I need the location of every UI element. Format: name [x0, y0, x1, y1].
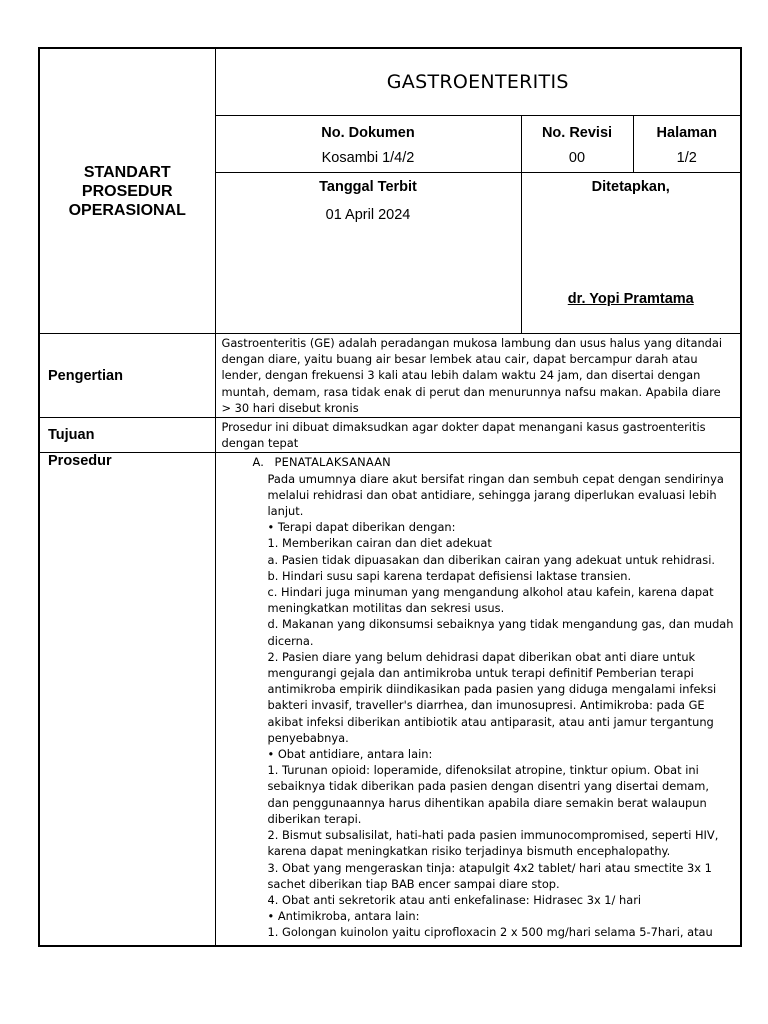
no-dokumen-value: Kosambi 1/4/2 — [321, 150, 415, 166]
prosedur-line: bakteri invasif, traveller's diarrhea, dan imunosupresi. Antimikroba: pada GE — [267, 698, 705, 713]
tujuan-text — [215, 418, 741, 453]
prosedur-line: dan penggunaannya harus dihentikan apabila diare semakin berat walaupun — [267, 795, 707, 810]
no-revisi-cell — [521, 116, 633, 173]
prosedur-line: melalui rehidrasi dan obat antidiare, sehingga jarang diperlukan evaluasi lebih — [267, 487, 717, 502]
prosedur-line: 1. Golongan kuinolon yaitu ciprofloxacin 2 x 500 mg/hari selama 5-7hari, atau — [267, 925, 713, 940]
prosedur-line: • Obat antidiare, antara lain: — [267, 747, 433, 762]
pengertian-line: muntah, demam, rasa tidak enak di perut dan menurunnya nafsu makan. Apabila diare — [221, 384, 721, 399]
pengertian-text — [215, 334, 741, 418]
prosedur-section-heading — [222, 454, 737, 470]
prosedur-line: • Antimikroba, antara lain: — [267, 909, 420, 924]
prosedur-line: 3. Obat yang mengeraskan tinja: atapulgit 4x2 tablet/ hari atau smectite 3x 1 — [267, 860, 712, 875]
prosedur-line: c. Hindari juga minuman yang mengandung alkohol atau kafein, karena dapat — [267, 585, 714, 600]
prosedur-line: a. Pasien tidak dipuasakan dan diberikan cairan yang adekuat untuk rehidrasi. — [267, 552, 715, 567]
document-title: GASTROENTERITIS — [215, 48, 741, 116]
prosedur-line: penyebabnya. — [267, 730, 349, 745]
prosedur-line: mengurangi gejala dan antimikroba untuk terapi definitif Pemberian terapi — [267, 666, 694, 681]
prosedur-line: Pada umumnya diare akut bersifat ringan dan sembuh cepat dengan sendirinya — [267, 471, 724, 486]
tanggal-terbit-cell — [215, 173, 521, 334]
pengertian-line: dengan diare, yaitu buang air besar lembek atau cair, dapat bercampur darah atau — [221, 352, 698, 367]
sop-label-line-3: OPERASIONAL — [68, 201, 186, 219]
halaman-label: Halaman — [656, 125, 717, 141]
no-dokumen-cell — [215, 116, 521, 173]
prosedur-line: 2. Bismut subsalisilat, hati-hati pada pasien immunocompromised, seperti HIV, — [267, 828, 719, 843]
prosedur-line: b. Hindari susu sapi karena terdapat defisiensi laktase transien. — [267, 568, 632, 583]
pengertian-line: lender, dengan frekuensi 3 kali atau lebih dalam waktu 24 jam, dan disertai dengan — [221, 368, 701, 383]
no-dokumen-label: No. Dokumen — [321, 125, 415, 141]
prosedur-line: 1. Turunan opioid: loperamide, difenoksilat atropine, tinktur opium. Obat ini — [267, 763, 699, 778]
no-revisi-label: No. Revisi — [541, 125, 613, 141]
prosedur-line: akibat infeksi diberikan antibiotik atau antiparasit, atau anti jamur tergantung — [267, 714, 714, 729]
ditetapkan-label: Ditetapkan, — [591, 179, 670, 195]
prosedur-line: meningkatkan motilitas dan sekresi usus. — [267, 601, 505, 616]
halaman-value: 1/2 — [676, 150, 697, 166]
pengertian-label: Pengertian — [39, 334, 215, 418]
tanggal-terbit-value: 01 April 2024 — [325, 207, 411, 223]
pengertian-line: Gastroenteritis (GE) adalah peradangan mukosa lambung dan usus halus yang ditandai — [221, 336, 723, 350]
tanggal-terbit-label: Tanggal Terbit — [319, 179, 417, 195]
prosedur-line: sachet diberikan tiap BAB encer sampai diare stop. — [267, 876, 560, 891]
sop-title-cell — [39, 48, 215, 334]
prosedur-line: karena dapat meningkatkan risiko terjadinya bismuth encephalopathy. — [267, 844, 671, 859]
prosedur-line: d. Makanan yang dikonsumsi sebaiknya yang tidak mengandung gas, dan mudah — [267, 617, 734, 632]
prosedur-lines — [222, 471, 737, 941]
prosedur-line: 2. Pasien diare yang belum dehidrasi dapat diberikan obat anti diare untuk — [267, 649, 696, 664]
pengertian-line: > 30 hari disebut kronis — [221, 400, 359, 415]
ditetapkan-cell — [521, 173, 741, 334]
tujuan-line: Prosedur ini dibuat dimaksudkan agar dokter dapat menangani kasus gastroenteritis — [221, 420, 706, 435]
sop-label-line-1: STANDART — [83, 163, 171, 181]
prosedur-label: Prosedur — [39, 453, 215, 947]
prosedur-line: diberikan terapi. — [267, 811, 362, 826]
prosedur-text — [215, 453, 741, 947]
tujuan-line: dengan tepat — [221, 436, 299, 451]
prosedur-line: dicerna. — [267, 633, 314, 648]
prosedur-line: • Terapi dapat diberikan dengan: — [267, 520, 456, 535]
prosedur-line: 1. Memberikan cairan dan diet adekuat — [267, 536, 492, 551]
prosedur-line: antimikroba empirik diindikasikan pada pasien yang diduga mengalami infeksi — [267, 682, 717, 697]
signer-name: dr. Yopi Pramtama — [567, 291, 694, 307]
prosedur-section-title: PENATALAKSANAAN — [274, 455, 391, 470]
prosedur-line: lanjut. — [267, 504, 304, 519]
tujuan-label: Tujuan — [39, 418, 215, 453]
sop-header-table — [38, 47, 742, 947]
prosedur-line: sebaiknya tidak diberikan pada pasien dengan disentri yang disertai demam, — [267, 779, 710, 794]
no-revisi-value: 00 — [568, 150, 586, 166]
sop-label-line-2: PROSEDUR — [81, 182, 173, 200]
halaman-cell — [633, 116, 741, 173]
sop-document — [38, 47, 740, 947]
prosedur-line: 4. Obat anti sekretorik atau anti enkefalinase: Hidrasec 3x 1/ hari — [267, 892, 642, 907]
prosedur-section-letter: A. — [252, 455, 265, 470]
